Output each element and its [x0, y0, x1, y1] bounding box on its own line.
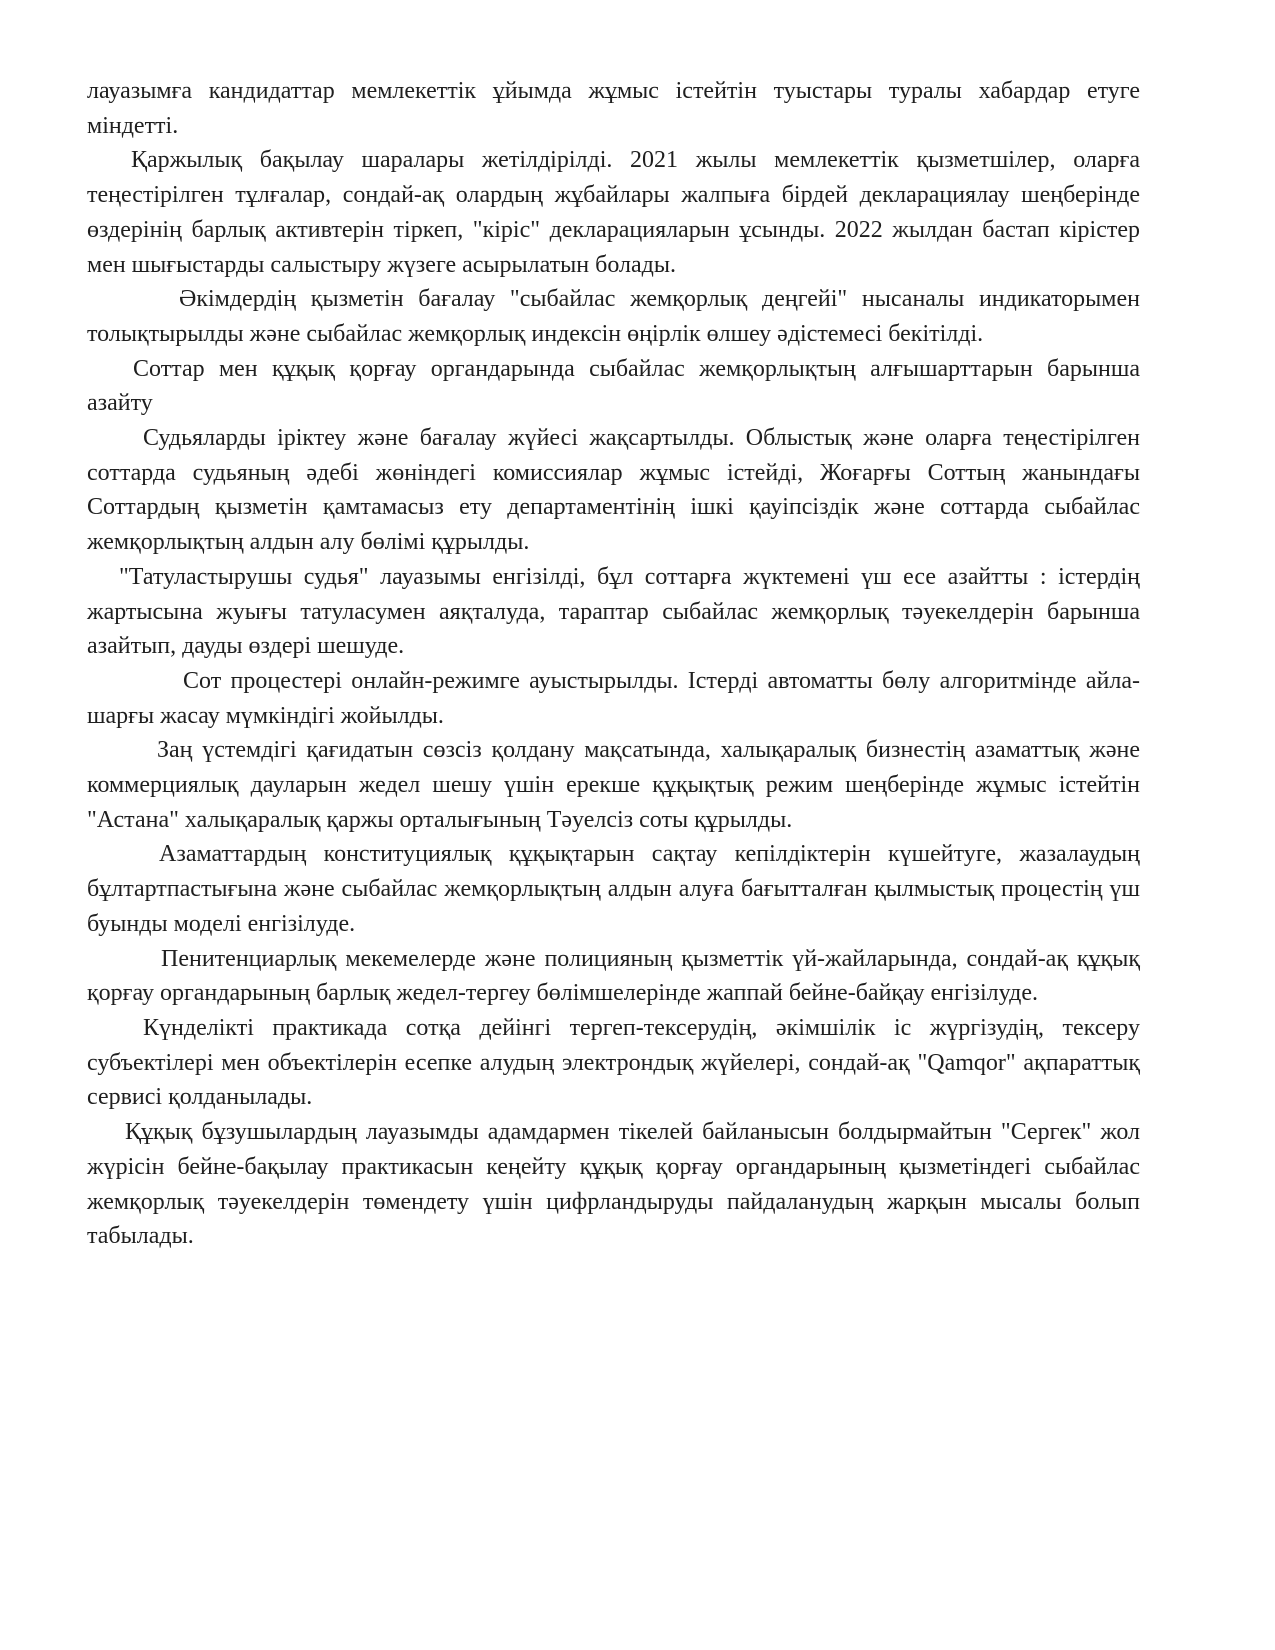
paragraph-11: Күнделікті практикада сотқа дейінгі тергеп-тексерудің, әкімшілік іс жүргізудің, тексеру субъектілері мен объектілерін есепке алудың электрондық жүйелері, сондай-ақ "Qamqor" ақпараттық сервисі қолданылады. — [87, 1014, 1140, 1111]
document-body — [87, 74, 1140, 1254]
paragraph-7: Сот процестері онлайн-режимге ауыстырылды. Істерді автоматты бөлу алгоритмінде айла-шарғы жасау мүмкіндігі жойылды. — [87, 667, 1140, 729]
paragraph-1: лауазымға кандидаттар мемлекеттік ұйымда жұмыс істейтін туыстары туралы хабардар етуге міндетті. — [87, 78, 1140, 139]
paragraph-8: Заң үстемдігі қағидатын сөзсіз қолдану мақсатында, халықаралық бизнестің азаматтық және коммерциялық дауларын жедел шешу үшін ерекше құқықтық режим шеңберінде жұмыс істейтін "Астана" халықаралық қаржы орталығының Тәуелсіз соты құрылды. — [87, 737, 1140, 833]
paragraph-6: "Татуластырушы судья" лауазымы енгізілді, бұл соттарға жүктемені үш есе азайтты : істердің жартысына жуығы татуласумен аяқталуда, тараптар сыбайлас жемқорлық тәуекелдерін барынша азайтып, дауды өздері шешуде. — [87, 563, 1140, 660]
paragraph-4-heading: Соттар мен құқық қорғау органдарында сыбайлас жемқорлықтың алғышарттарын барынша азайту — [87, 355, 1140, 417]
paragraph-9: Азаматтардың конституциялық құқықтарын сақтау кепілдіктерін күшейтуге, жазалаудың бұлтартпастығына және сыбайлас жемқорлықтың алдын алуға бағытталған қылмыстық процестің үш буынды моделі енгізілуде. — [87, 841, 1140, 937]
paragraph-5: Судьяларды іріктеу және бағалау жүйесі жақсартылды. Облыстық және оларға теңестірілген соттарда судьяның әдебі жөніндегі комиссиялар жұмыс істейді, Жоғарғы Соттың жанындағы Соттардың қызметін қамтамасыз ету департаментінің ішкі қауіпсіздік және соттарда сыбайлас жемқорлықтың алдын алу бөлімі құрылды. — [87, 425, 1140, 556]
paragraph-3: Әкімдердің қызметін бағалау "сыбайлас жемқорлық деңгейі" нысаналы индикаторымен толықтырылды және сыбайлас жемқорлық индексін өңірлік өлшеу әдістемесі бекітілді. — [87, 286, 1140, 347]
paragraph-10: Пенитенциарлық мекемелерде және полицияның қызметтік үй-жайларында, сондай-ақ құқық қорғау органдарының барлық жедел-тергеу бөлімшелерінде жаппай бейне-байқау енгізілуде. — [87, 945, 1140, 1007]
paragraph-12: Құқық бұзушылардың лауазымды адамдармен тікелей байланысын болдырмайтын "Сергек" жол жүрісін бейне-бақылау практикасын кеңейту құқық қорғау органдарының қызметіндегі сыбайлас жемқорлық тәуекелдерін төмендету үшін цифрландыруды пайдаланудың жарқын мысалы болып табылады. — [87, 1119, 1140, 1250]
paragraph-2: Қаржылық бақылау шаралары жетілдірілді. 2021 жылы мемлекеттік қызметшілер, оларға теңестірілген тұлғалар, сондай-ақ олардың жұбайлары жалпыға бірдей декларациялау шеңберінде өздерінің барлық активтерін тіркеп, "кіріс" декларацияларын ұсынды. 2022 жылдан бастап кірістер мен шығыстарды салыстыру жүзеге асырылатын болады. — [87, 147, 1140, 278]
